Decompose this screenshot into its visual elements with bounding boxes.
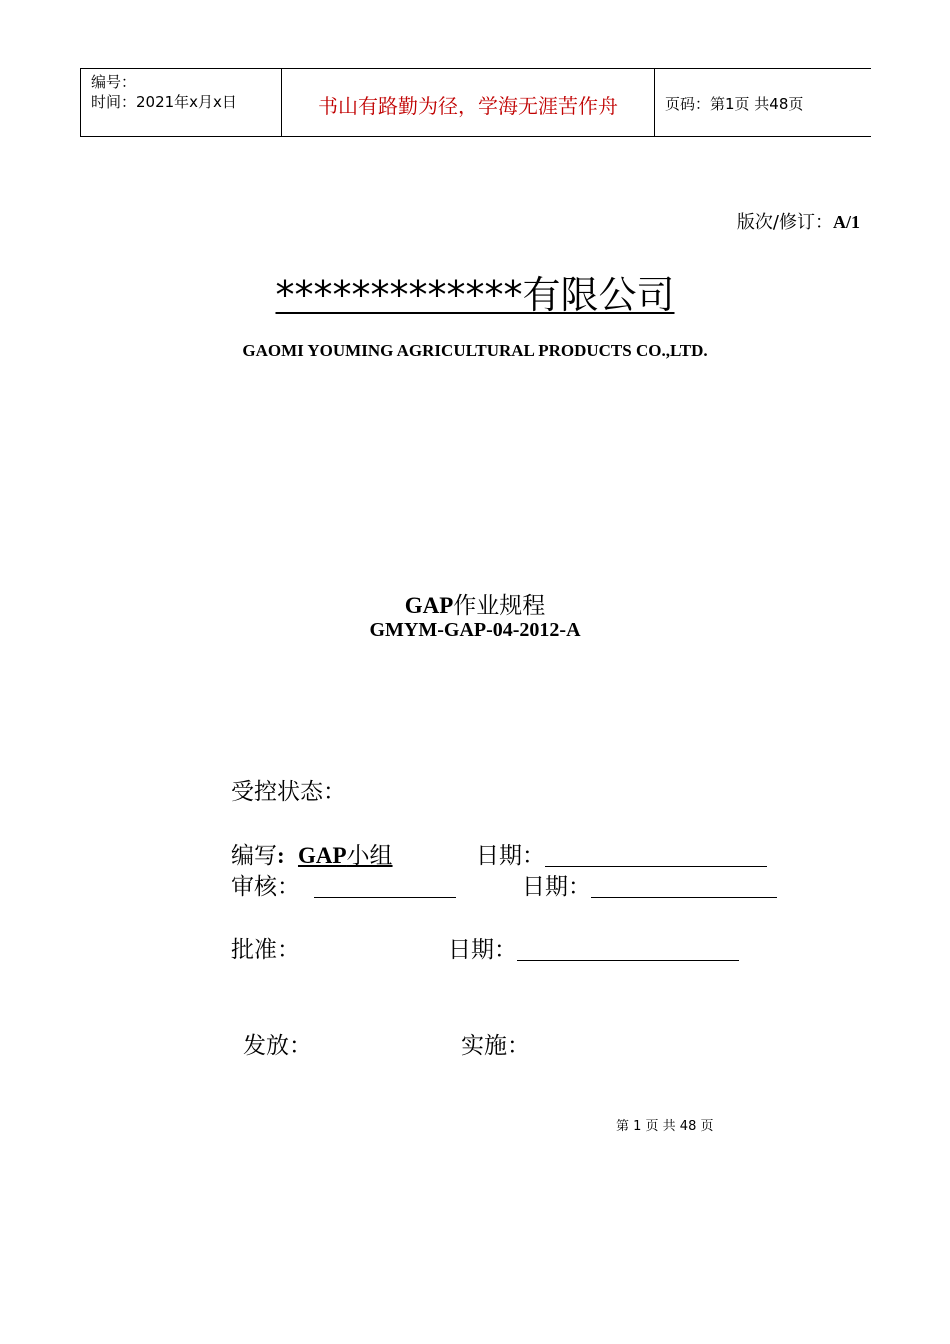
revision-label: 版次/修订： — [736, 212, 833, 233]
reviewed-blank[interactable] — [314, 877, 456, 898]
revision-value: A/1 — [833, 212, 860, 232]
prepared-date-label: 日期： — [476, 843, 545, 869]
company-title — [0, 270, 950, 320]
approved-date — [448, 931, 739, 964]
reviewed-date-label: 日期： — [522, 874, 591, 900]
motto: 书山有路勤为径，学海无涯苦作舟 — [318, 94, 618, 118]
prepared-group — [298, 843, 393, 869]
revision — [737, 208, 860, 234]
prepared-colon: : — [277, 843, 285, 868]
reviewed-date-blank[interactable] — [591, 877, 777, 898]
prepared-date — [476, 837, 767, 870]
time-label: 时间：2021年x月x日 — [91, 93, 237, 111]
header-motto-cell — [282, 69, 655, 136]
reviewed-label: 审核： — [231, 874, 300, 900]
implemented-label: 实施： — [461, 1033, 530, 1059]
reviewed-row — [231, 868, 456, 901]
number-label: 编号： — [91, 73, 137, 91]
approved-date-label: 日期： — [448, 937, 517, 963]
prepared-date-blank[interactable] — [545, 846, 767, 867]
prepared-group-en: GAP — [297, 843, 347, 868]
header-page-info: 页码：第1页 共48页 — [665, 95, 804, 113]
issued-row — [243, 1027, 312, 1060]
header-table — [80, 68, 871, 137]
implemented-row — [461, 1027, 530, 1060]
prepared-row — [231, 837, 393, 870]
company-title-cn: *************有限公司 — [275, 273, 675, 317]
approved-label: 批准： — [231, 937, 300, 963]
document-title — [0, 587, 950, 620]
document-code: GMYM-GAP-04-2012-A — [369, 619, 581, 641]
reviewed-date — [522, 868, 777, 901]
approved-date-blank[interactable] — [517, 940, 739, 961]
header-info-cell — [81, 69, 282, 136]
controlled-status — [231, 773, 346, 806]
footer-page: 第 1 页 共 48 页 — [616, 1119, 714, 1134]
header-page-cell — [655, 69, 871, 136]
company-title-en: GAOMI YOUMING AGRICULTURAL PRODUCTS CO.,LTD. — [242, 341, 708, 360]
document-title-cn: 作业规程 — [453, 593, 546, 619]
prepared-group-cn: 小组 — [346, 843, 393, 869]
issued-label: 发放： — [243, 1033, 312, 1059]
approved-row — [231, 931, 300, 964]
document-title-prefix: GAP — [404, 593, 454, 618]
prepared-label: 编写 — [231, 843, 277, 869]
controlled-status-label: 受控状态： — [231, 779, 346, 805]
